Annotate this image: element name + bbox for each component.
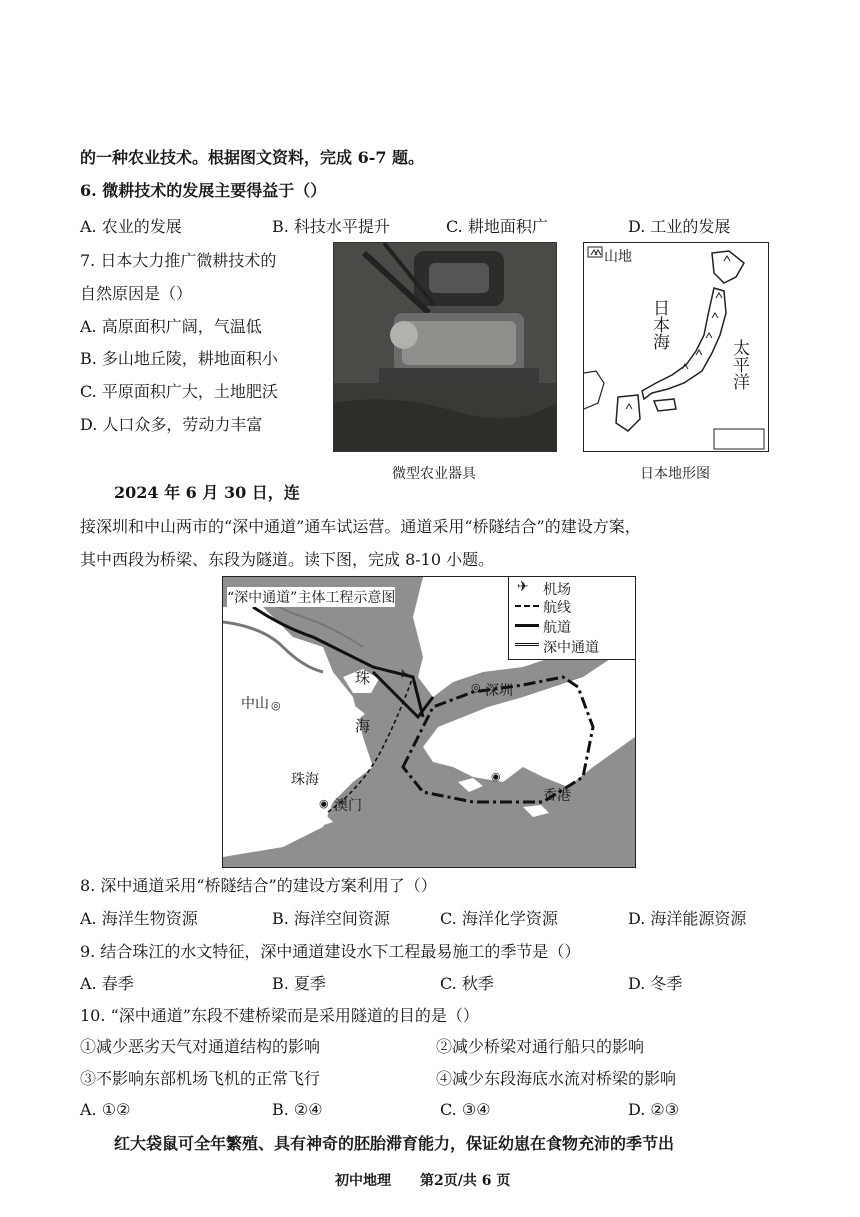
legend-airport-icon: ✈ <box>517 579 529 595</box>
japan-sea-label: 日本海 <box>649 299 669 350</box>
footer-subject: 初中地理 <box>335 1173 391 1189</box>
q6-option-a: A. 农业的发展 <box>80 217 182 236</box>
passage-line3: 其中西段为桥梁、东段为隧道。读下图，完成 8-10 小题。 <box>80 550 495 569</box>
footer-page: 第2页/共 6 页 <box>420 1173 511 1189</box>
zhongshan-marker: ◎ <box>271 699 281 712</box>
q10-option-a: A. ①② <box>80 1100 131 1119</box>
label-zhu: 珠 <box>355 669 371 687</box>
q8-stem: 8. 深中通道采用“桥隧结合”的建设方案利用了（） <box>80 876 437 895</box>
legend-airport-label: 机场 <box>543 582 571 598</box>
intro-line: 的一种农业技术。根据图文资料，完成 6-7 题。 <box>80 148 425 167</box>
label-zhongshan: 中山 <box>241 696 269 712</box>
q10-option-d: D. ②③ <box>628 1100 680 1119</box>
q9-stem: 9. 结合珠江的水文特征，深中通道建设水下工程最易施工的季节是（） <box>80 942 581 961</box>
q8-option-a: A. 海洋生物资源 <box>80 909 198 928</box>
legend-channel-label: 深中通道 <box>543 640 599 656</box>
japan-legend-label: 山地 <box>604 249 632 265</box>
q10-option-b: B. ②④ <box>272 1100 323 1119</box>
legend-sea-route-line <box>515 624 539 627</box>
q6-option-b: B. 科技水平提升 <box>272 217 390 236</box>
q6-option-c: C. 耕地面积广 <box>446 217 548 236</box>
map-title: “深中通道”主体工程示意图 <box>227 587 395 607</box>
q7-stem-line1: 7. 日本大力推广微耕技术的 <box>80 251 277 270</box>
q10-stem: 10. “深中通道”东段不建桥梁而是采用隧道的目的是（） <box>80 1006 479 1025</box>
map-legend <box>508 577 635 660</box>
label-shenzhen: 深圳 <box>485 683 513 699</box>
q7-option-d: D. 人口众多，劳动力丰富 <box>80 415 263 434</box>
label-macau: 澳门 <box>334 798 362 814</box>
q10-item-3: ③不影响东部机场飞机的正常飞行 <box>80 1069 321 1088</box>
legend-air-route-line <box>515 605 539 607</box>
japan-terrain-map <box>583 242 769 452</box>
q10-item-1: ①减少恶劣天气对通道结构的影响 <box>80 1037 321 1056</box>
hongkong-marker: ◉ <box>491 770 501 783</box>
legend-air-route-label: 航线 <box>543 600 571 616</box>
pacific-label: 太平洋 <box>729 339 749 390</box>
q8-option-c: C. 海洋化学资源 <box>440 909 558 928</box>
q9-option-d: D. 冬季 <box>628 974 683 993</box>
next-passage-line: 红大袋鼠可全年繁殖、具有神奇的胚胎滞育能力，保证幼崽在食物充沛的季节出 <box>114 1134 675 1153</box>
shenzhen-zhongshan-channel-map <box>222 576 636 868</box>
q7-stem-line2: 自然原因是（） <box>80 284 193 303</box>
q9-option-a: A. 春季 <box>80 974 134 993</box>
q10-item-2: ②减少桥梁对通行船只的影响 <box>436 1037 645 1056</box>
q7-option-a: A. 高原面积广阔，气温低 <box>80 317 262 336</box>
macau-marker: ◉ <box>319 797 329 810</box>
q10-item-4: ④减少东段海底水流对桥梁的影响 <box>436 1069 677 1088</box>
q7-option-c: C. 平原面积广大，土地肥沃 <box>80 382 278 401</box>
airport-marker: ✈ <box>398 667 409 681</box>
micro-tiller-photo <box>333 242 557 452</box>
photo-caption: 微型农业器具 <box>392 466 476 482</box>
legend-sea-route-label: 航道 <box>543 620 571 636</box>
q8-option-b: B. 海洋空间资源 <box>272 909 390 928</box>
label-zhuhai: 珠海 <box>291 772 319 788</box>
q9-option-b: B. 夏季 <box>272 974 326 993</box>
q7-option-b: B. 多山地丘陵，耕地面积小 <box>80 349 278 368</box>
q10-option-c: C. ③④ <box>440 1100 491 1119</box>
passage-line2: 接深圳和中山两市的“深中通道”通车试运营。通道采用“桥隧结合”的建设方案， <box>80 517 641 536</box>
q8-option-d: D. 海洋能源资源 <box>628 909 747 928</box>
passage-line1: 2024 年 6 月 30 日，连 <box>114 483 300 502</box>
q9-option-c: C. 秋季 <box>440 974 494 993</box>
q6-option-d: D. 工业的发展 <box>628 217 731 236</box>
q6-stem: 6. 微耕技术的发展主要得益于（） <box>80 181 327 200</box>
label-hongkong: 香港 <box>543 788 571 804</box>
label-hai: 海 <box>355 717 371 735</box>
japan-map-caption: 日本地形图 <box>640 466 710 482</box>
shenzhen-marker: ◎ <box>471 681 481 694</box>
legend-channel-line <box>515 643 539 646</box>
